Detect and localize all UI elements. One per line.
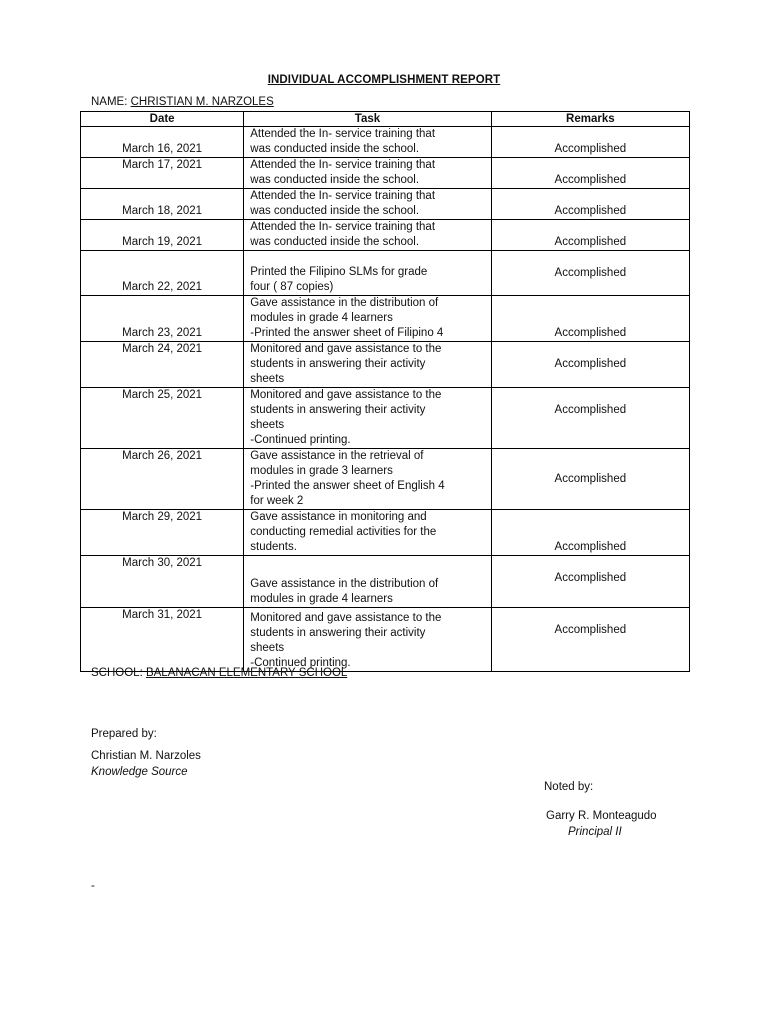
noter-name: Garry R. Monteagudo: [546, 810, 657, 822]
date-cell: March 17, 2021: [81, 158, 244, 189]
remarks-cell: Accomplished: [491, 556, 689, 608]
remarks-cell: Accomplished: [491, 251, 689, 296]
task-line: -Printed the answer sheet of Filipino 4: [250, 327, 444, 339]
table-row: [81, 158, 690, 189]
task-line: was conducted inside the school.: [250, 236, 420, 248]
task-line: Gave assistance in the retrieval of: [250, 450, 424, 462]
date-cell: March 22, 2021: [81, 251, 244, 296]
school-label: SCHOOL:: [91, 667, 146, 679]
table-row: [81, 388, 690, 449]
noter-role: Principal II: [568, 826, 622, 838]
preparer-name: Christian M. Narzoles: [91, 750, 201, 762]
task-line: Gave assistance in the distribution of: [250, 578, 439, 590]
remarks-cell: Accomplished: [491, 158, 689, 189]
task-line: Attended the In- service training that: [250, 159, 436, 171]
table-row: [81, 189, 690, 220]
task-line: -Continued printing.: [250, 434, 351, 446]
name-line: [91, 96, 274, 108]
table-row: [81, 127, 690, 158]
task-line: conducting remedial activities for the: [250, 526, 437, 538]
table-row: [81, 556, 690, 608]
task-line: students.: [250, 541, 297, 553]
table-row: [81, 510, 690, 556]
table-row: [81, 296, 690, 342]
accomplishment-table: [80, 111, 690, 672]
remarks-cell: Accomplished: [491, 510, 689, 556]
task-cell: [244, 251, 491, 296]
school-name: BALANACAN ELEMENTARY SCHOOL: [145, 667, 348, 679]
task-line: was conducted inside the school.: [250, 174, 420, 186]
remarks-cell: Accomplished: [491, 388, 689, 449]
remarks-cell: Accomplished: [491, 127, 689, 158]
remarks-cell: Accomplished: [491, 342, 689, 388]
table-row: [81, 220, 690, 251]
task-cell: [244, 220, 491, 251]
table-row: [81, 608, 690, 672]
task-line: sheets: [250, 373, 285, 385]
task-line: modules in grade 4 learners: [250, 312, 393, 324]
task-cell: [244, 189, 491, 220]
task-line: modules in grade 3 learners: [250, 465, 393, 477]
task-cell: [244, 158, 491, 189]
task-line: Printed the Filipino SLMs for grade: [250, 266, 428, 278]
task-line: -Printed the answer sheet of English 4: [250, 480, 445, 492]
header-remarks: Remarks: [491, 112, 689, 127]
task-cell: [244, 296, 491, 342]
remarks-cell: Accomplished: [491, 189, 689, 220]
date-cell: March 25, 2021: [81, 388, 244, 449]
task-cell: [244, 556, 491, 608]
table-row: [81, 449, 690, 510]
task-line: sheets: [250, 642, 285, 654]
remarks-cell: Accomplished: [491, 220, 689, 251]
date-cell: March 23, 2021: [81, 296, 244, 342]
task-line: students in answering their activity: [250, 627, 426, 639]
task-line: Monitored and gave assistance to the: [250, 389, 442, 401]
task-line: students in answering their activity: [250, 404, 426, 416]
task-cell: [244, 342, 491, 388]
task-line: Monitored and gave assistance to the: [250, 343, 442, 355]
name-value: CHRISTIAN M. NARZOLES: [130, 96, 274, 108]
task-cell: [244, 510, 491, 556]
task-cell: [244, 127, 491, 158]
task-line: modules in grade 4 learners: [250, 593, 393, 605]
prepared-by-label: Prepared by:: [91, 728, 157, 740]
task-cell: [244, 449, 491, 510]
noted-by-label: Noted by:: [544, 781, 594, 793]
task-cell: [244, 388, 491, 449]
preparer-role: Knowledge Source: [91, 766, 188, 778]
table-row: [81, 251, 690, 296]
task-line: Attended the In- service training that: [250, 221, 436, 233]
date-cell: March 18, 2021: [81, 189, 244, 220]
date-cell: March 16, 2021: [81, 127, 244, 158]
task-line: Attended the In- service training that: [250, 128, 436, 140]
task-line: -Continued printing.: [250, 657, 351, 669]
task-line: sheets: [250, 419, 285, 431]
date-cell: March 31, 2021: [81, 608, 244, 672]
task-line: Gave assistance in the distribution of: [250, 297, 439, 309]
task-line: was conducted inside the school.: [250, 143, 420, 155]
report-title: INDIVIDUAL ACCOMPLISHMENT REPORT: [267, 74, 501, 86]
name-label: NAME:: [91, 96, 131, 108]
header-task: Task: [244, 112, 491, 127]
task-line: Monitored and gave assistance to the: [250, 612, 442, 624]
footer-mark: -: [91, 880, 95, 892]
task-line: was conducted inside the school.: [250, 205, 420, 217]
task-line: Attended the In- service training that: [250, 190, 436, 202]
task-cell: [244, 608, 491, 672]
remarks-cell: Accomplished: [491, 296, 689, 342]
date-cell: March 26, 2021: [81, 449, 244, 510]
table-row: [81, 342, 690, 388]
remarks-cell: Accomplished: [491, 449, 689, 510]
header-date: Date: [81, 112, 244, 127]
task-line: Gave assistance in monitoring and: [250, 511, 427, 523]
remarks-cell: Accomplished: [491, 608, 689, 672]
task-line: students in answering their activity: [250, 358, 426, 370]
date-cell: March 24, 2021: [81, 342, 244, 388]
school-line: [91, 667, 347, 679]
task-line: four ( 87 copies): [250, 281, 334, 293]
table-header-row: [81, 112, 690, 127]
date-cell: March 30, 2021: [81, 556, 244, 608]
date-cell: March 29, 2021: [81, 510, 244, 556]
date-cell: March 19, 2021: [81, 220, 244, 251]
task-line: for week 2: [250, 495, 304, 507]
